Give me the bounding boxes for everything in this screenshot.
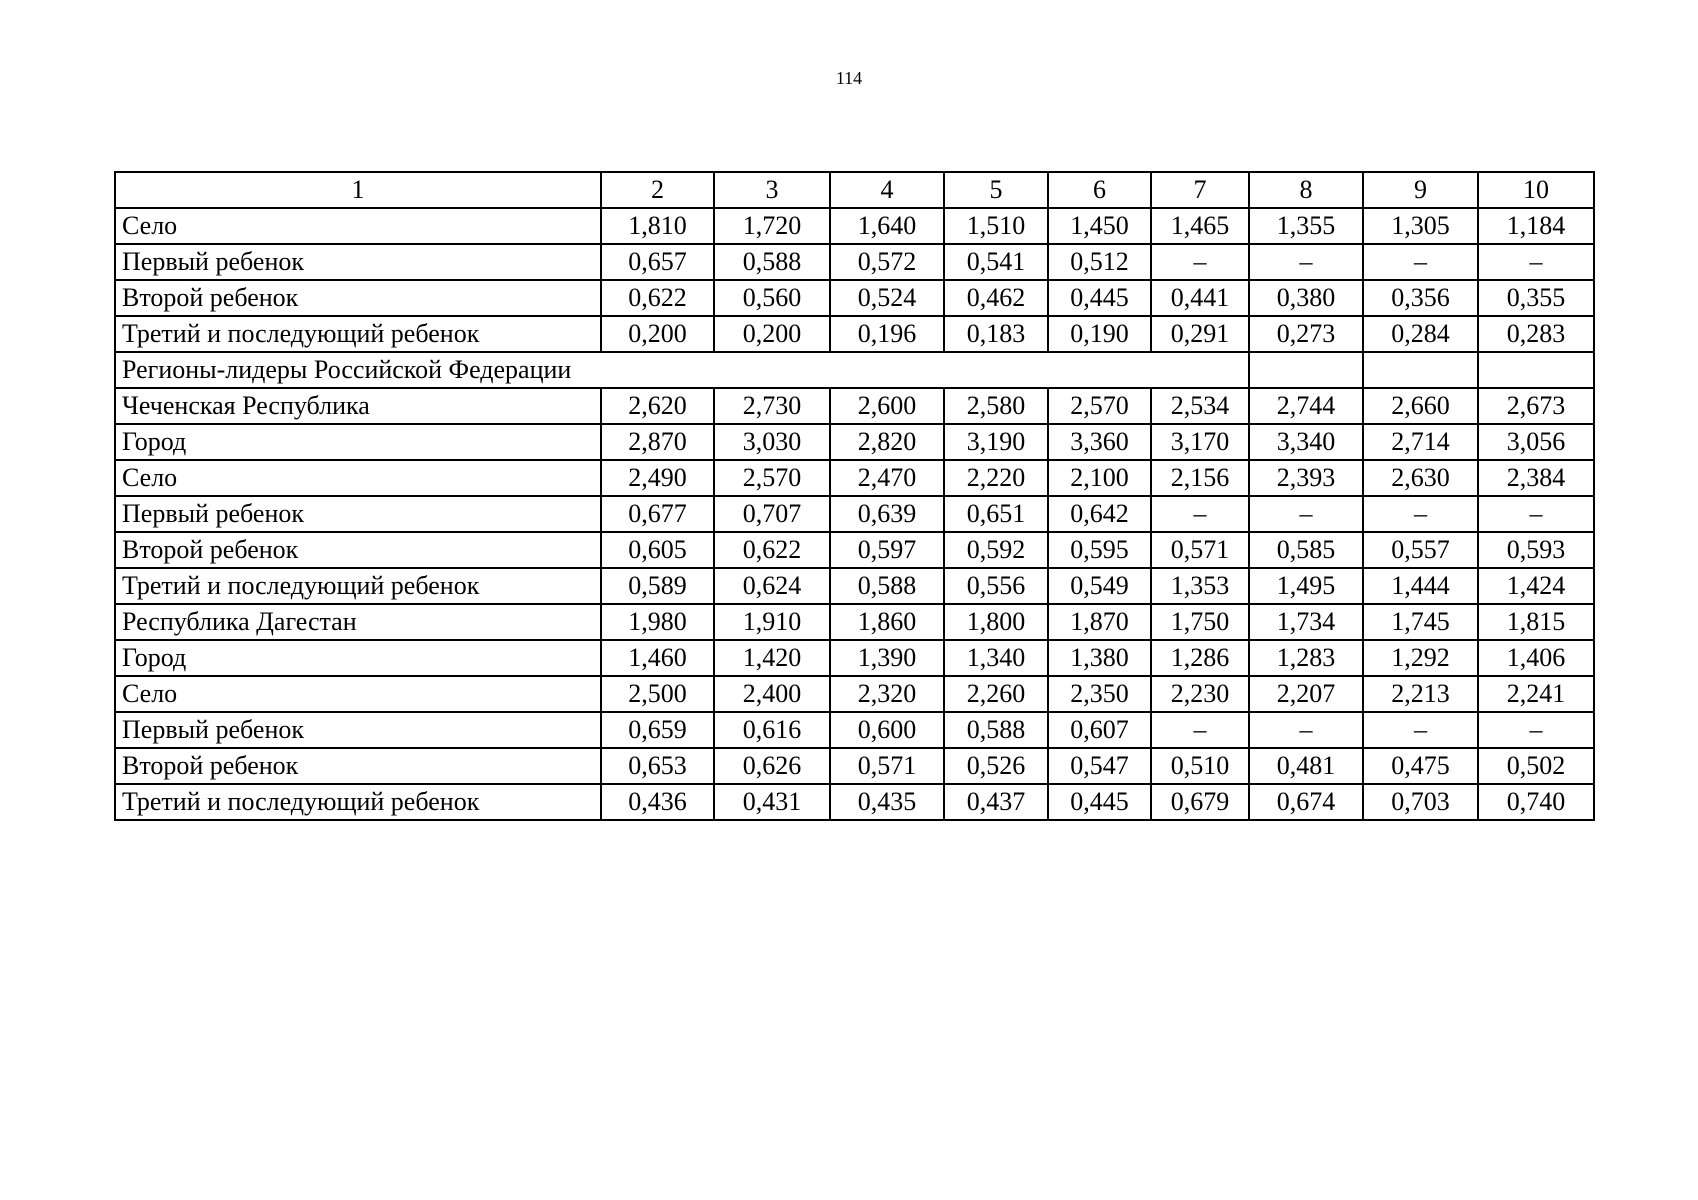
value-cell: 0,597 (830, 532, 944, 568)
table-row (115, 604, 1594, 640)
value-cell: 0,557 (1363, 532, 1478, 568)
row-label: Третий и последующий ребенок (115, 784, 601, 820)
value-cell: 0,291 (1151, 316, 1249, 352)
value-cell: 1,465 (1151, 208, 1249, 244)
value-cell: 0,571 (830, 748, 944, 784)
value-cell: – (1363, 244, 1478, 280)
value-cell: 0,707 (714, 496, 830, 532)
value-cell: 1,424 (1478, 568, 1594, 604)
row-label: Второй ребенок (115, 280, 601, 316)
value-cell: 1,406 (1478, 640, 1594, 676)
value-cell: 0,588 (714, 244, 830, 280)
row-label: Второй ребенок (115, 532, 601, 568)
value-cell: – (1151, 244, 1249, 280)
header-cell: 2 (601, 172, 714, 208)
value-cell: 0,588 (830, 568, 944, 604)
value-cell: 0,659 (601, 712, 714, 748)
value-cell: 0,677 (601, 496, 714, 532)
value-cell: 0,481 (1249, 748, 1363, 784)
value-cell: 0,356 (1363, 280, 1478, 316)
empty-cell (1478, 352, 1594, 388)
header-cell: 5 (944, 172, 1048, 208)
value-cell: 2,220 (944, 460, 1048, 496)
value-cell: 3,056 (1478, 424, 1594, 460)
row-label: Третий и последующий ребенок (115, 316, 601, 352)
value-cell: 2,744 (1249, 388, 1363, 424)
table-row (115, 748, 1594, 784)
section-header-row (115, 352, 1594, 388)
value-cell: 0,502 (1478, 748, 1594, 784)
value-cell: 0,642 (1048, 496, 1151, 532)
value-cell: 0,200 (714, 316, 830, 352)
value-cell: 1,380 (1048, 640, 1151, 676)
value-cell: 3,340 (1249, 424, 1363, 460)
value-cell: 0,183 (944, 316, 1048, 352)
value-cell: 2,241 (1478, 676, 1594, 712)
value-cell: 1,283 (1249, 640, 1363, 676)
value-cell: – (1478, 496, 1594, 532)
header-cell: 8 (1249, 172, 1363, 208)
value-cell: 1,720 (714, 208, 830, 244)
value-cell: 0,510 (1151, 748, 1249, 784)
value-cell: 0,674 (1249, 784, 1363, 820)
row-label: Республика Дагестан (115, 604, 601, 640)
value-cell: 0,622 (601, 280, 714, 316)
value-cell: 1,495 (1249, 568, 1363, 604)
header-cell: 7 (1151, 172, 1249, 208)
empty-cell (1249, 352, 1363, 388)
table-header-row (115, 172, 1594, 208)
table-row (115, 676, 1594, 712)
value-cell: 2,500 (601, 676, 714, 712)
value-cell: 2,230 (1151, 676, 1249, 712)
value-cell: 0,547 (1048, 748, 1151, 784)
value-cell: 0,588 (944, 712, 1048, 748)
value-cell: 0,626 (714, 748, 830, 784)
value-cell: 0,622 (714, 532, 830, 568)
value-cell: 2,600 (830, 388, 944, 424)
value-cell: 0,512 (1048, 244, 1151, 280)
value-cell: 1,910 (714, 604, 830, 640)
row-label: Город (115, 424, 601, 460)
table-row (115, 424, 1594, 460)
value-cell: 1,980 (601, 604, 714, 640)
value-cell: 3,190 (944, 424, 1048, 460)
value-cell: 1,734 (1249, 604, 1363, 640)
value-cell: 2,470 (830, 460, 944, 496)
value-cell: 0,435 (830, 784, 944, 820)
value-cell: – (1151, 496, 1249, 532)
value-cell: 0,355 (1478, 280, 1594, 316)
value-cell: 0,541 (944, 244, 1048, 280)
value-cell: 0,639 (830, 496, 944, 532)
value-cell: 0,595 (1048, 532, 1151, 568)
table-row (115, 460, 1594, 496)
value-cell: 0,560 (714, 280, 830, 316)
value-cell: – (1363, 496, 1478, 532)
row-label: Село (115, 460, 601, 496)
value-cell: 0,283 (1478, 316, 1594, 352)
row-label: Первый ребенок (115, 712, 601, 748)
value-cell: 2,660 (1363, 388, 1478, 424)
table-body (115, 172, 1594, 820)
value-cell: 3,170 (1151, 424, 1249, 460)
value-cell: 0,585 (1249, 532, 1363, 568)
value-cell: 1,745 (1363, 604, 1478, 640)
value-cell: 0,380 (1249, 280, 1363, 316)
row-label: Третий и последующий ребенок (115, 568, 601, 604)
value-cell: 2,714 (1363, 424, 1478, 460)
value-cell: 2,570 (1048, 388, 1151, 424)
value-cell: 0,589 (601, 568, 714, 604)
value-cell: 2,620 (601, 388, 714, 424)
value-cell: 2,870 (601, 424, 714, 460)
table-row (115, 640, 1594, 676)
value-cell: 1,800 (944, 604, 1048, 640)
value-cell: 1,292 (1363, 640, 1478, 676)
value-cell: 0,624 (714, 568, 830, 604)
value-cell: 2,570 (714, 460, 830, 496)
value-cell: 1,640 (830, 208, 944, 244)
value-cell: 1,353 (1151, 568, 1249, 604)
value-cell: 2,384 (1478, 460, 1594, 496)
value-cell: 1,390 (830, 640, 944, 676)
value-cell: 0,436 (601, 784, 714, 820)
value-cell: – (1249, 496, 1363, 532)
header-cell: 1 (115, 172, 601, 208)
value-cell: 2,393 (1249, 460, 1363, 496)
value-cell: 0,593 (1478, 532, 1594, 568)
table-row (115, 784, 1594, 820)
value-cell: 1,286 (1151, 640, 1249, 676)
value-cell: 2,580 (944, 388, 1048, 424)
value-cell: 0,200 (601, 316, 714, 352)
header-cell: 10 (1478, 172, 1594, 208)
value-cell: 2,156 (1151, 460, 1249, 496)
value-cell: 0,679 (1151, 784, 1249, 820)
value-cell: 0,657 (601, 244, 714, 280)
value-cell: 2,260 (944, 676, 1048, 712)
row-label: Село (115, 208, 601, 244)
value-cell: 1,340 (944, 640, 1048, 676)
value-cell: 0,740 (1478, 784, 1594, 820)
header-cell: 9 (1363, 172, 1478, 208)
value-cell: 0,445 (1048, 784, 1151, 820)
value-cell: 2,490 (601, 460, 714, 496)
value-cell: 1,355 (1249, 208, 1363, 244)
value-cell: 0,616 (714, 712, 830, 748)
value-cell: 1,810 (601, 208, 714, 244)
value-cell: – (1249, 712, 1363, 748)
value-cell: 3,030 (714, 424, 830, 460)
value-cell: 0,284 (1363, 316, 1478, 352)
value-cell: 1,450 (1048, 208, 1151, 244)
header-cell: 4 (830, 172, 944, 208)
header-cell: 6 (1048, 172, 1151, 208)
value-cell: 0,571 (1151, 532, 1249, 568)
value-cell: 1,815 (1478, 604, 1594, 640)
value-cell: 0,524 (830, 280, 944, 316)
value-cell: 2,207 (1249, 676, 1363, 712)
value-cell: 0,431 (714, 784, 830, 820)
value-cell: 2,630 (1363, 460, 1478, 496)
table-row (115, 316, 1594, 352)
value-cell: – (1478, 244, 1594, 280)
value-cell: 0,600 (830, 712, 944, 748)
value-cell: 0,572 (830, 244, 944, 280)
value-cell: 0,273 (1249, 316, 1363, 352)
value-cell: 1,420 (714, 640, 830, 676)
value-cell: 2,673 (1478, 388, 1594, 424)
value-cell: 0,190 (1048, 316, 1151, 352)
value-cell: 1,860 (830, 604, 944, 640)
value-cell: 0,653 (601, 748, 714, 784)
value-cell: 1,184 (1478, 208, 1594, 244)
value-cell: 0,475 (1363, 748, 1478, 784)
page-number: 114 (835, 68, 863, 88)
row-label: Город (115, 640, 601, 676)
data-table (114, 171, 1595, 821)
section-label: Регионы-лидеры Российской Федерации (115, 352, 1249, 388)
row-label: Первый ребенок (115, 496, 601, 532)
table-row (115, 208, 1594, 244)
value-cell: – (1151, 712, 1249, 748)
table-row (115, 280, 1594, 316)
value-cell: 0,462 (944, 280, 1048, 316)
row-label: Первый ребенок (115, 244, 601, 280)
table-row (115, 568, 1594, 604)
value-cell: 0,441 (1151, 280, 1249, 316)
empty-cell (1363, 352, 1478, 388)
value-cell: 1,510 (944, 208, 1048, 244)
value-cell: 0,605 (601, 532, 714, 568)
table-row (115, 388, 1594, 424)
value-cell: 2,350 (1048, 676, 1151, 712)
row-label: Село (115, 676, 601, 712)
value-cell: 2,730 (714, 388, 830, 424)
value-cell: 0,437 (944, 784, 1048, 820)
value-cell: 1,444 (1363, 568, 1478, 604)
value-cell: 1,460 (601, 640, 714, 676)
row-label: Чеченская Республика (115, 388, 601, 424)
value-cell: – (1478, 712, 1594, 748)
value-cell: 1,870 (1048, 604, 1151, 640)
value-cell: 1,750 (1151, 604, 1249, 640)
table-row (115, 712, 1594, 748)
value-cell: 0,526 (944, 748, 1048, 784)
value-cell: 3,360 (1048, 424, 1151, 460)
table-row (115, 532, 1594, 568)
table-row (115, 244, 1594, 280)
table-row (115, 496, 1594, 532)
value-cell: 1,305 (1363, 208, 1478, 244)
value-cell: 2,320 (830, 676, 944, 712)
value-cell: 0,703 (1363, 784, 1478, 820)
value-cell: – (1249, 244, 1363, 280)
value-cell: 0,445 (1048, 280, 1151, 316)
row-label: Второй ребенок (115, 748, 601, 784)
value-cell: – (1363, 712, 1478, 748)
value-cell: 0,556 (944, 568, 1048, 604)
value-cell: 0,549 (1048, 568, 1151, 604)
header-cell: 3 (714, 172, 830, 208)
value-cell: 2,534 (1151, 388, 1249, 424)
value-cell: 2,213 (1363, 676, 1478, 712)
value-cell: 0,607 (1048, 712, 1151, 748)
value-cell: 0,592 (944, 532, 1048, 568)
value-cell: 2,820 (830, 424, 944, 460)
value-cell: 2,100 (1048, 460, 1151, 496)
value-cell: 2,400 (714, 676, 830, 712)
value-cell: 0,196 (830, 316, 944, 352)
value-cell: 0,651 (944, 496, 1048, 532)
